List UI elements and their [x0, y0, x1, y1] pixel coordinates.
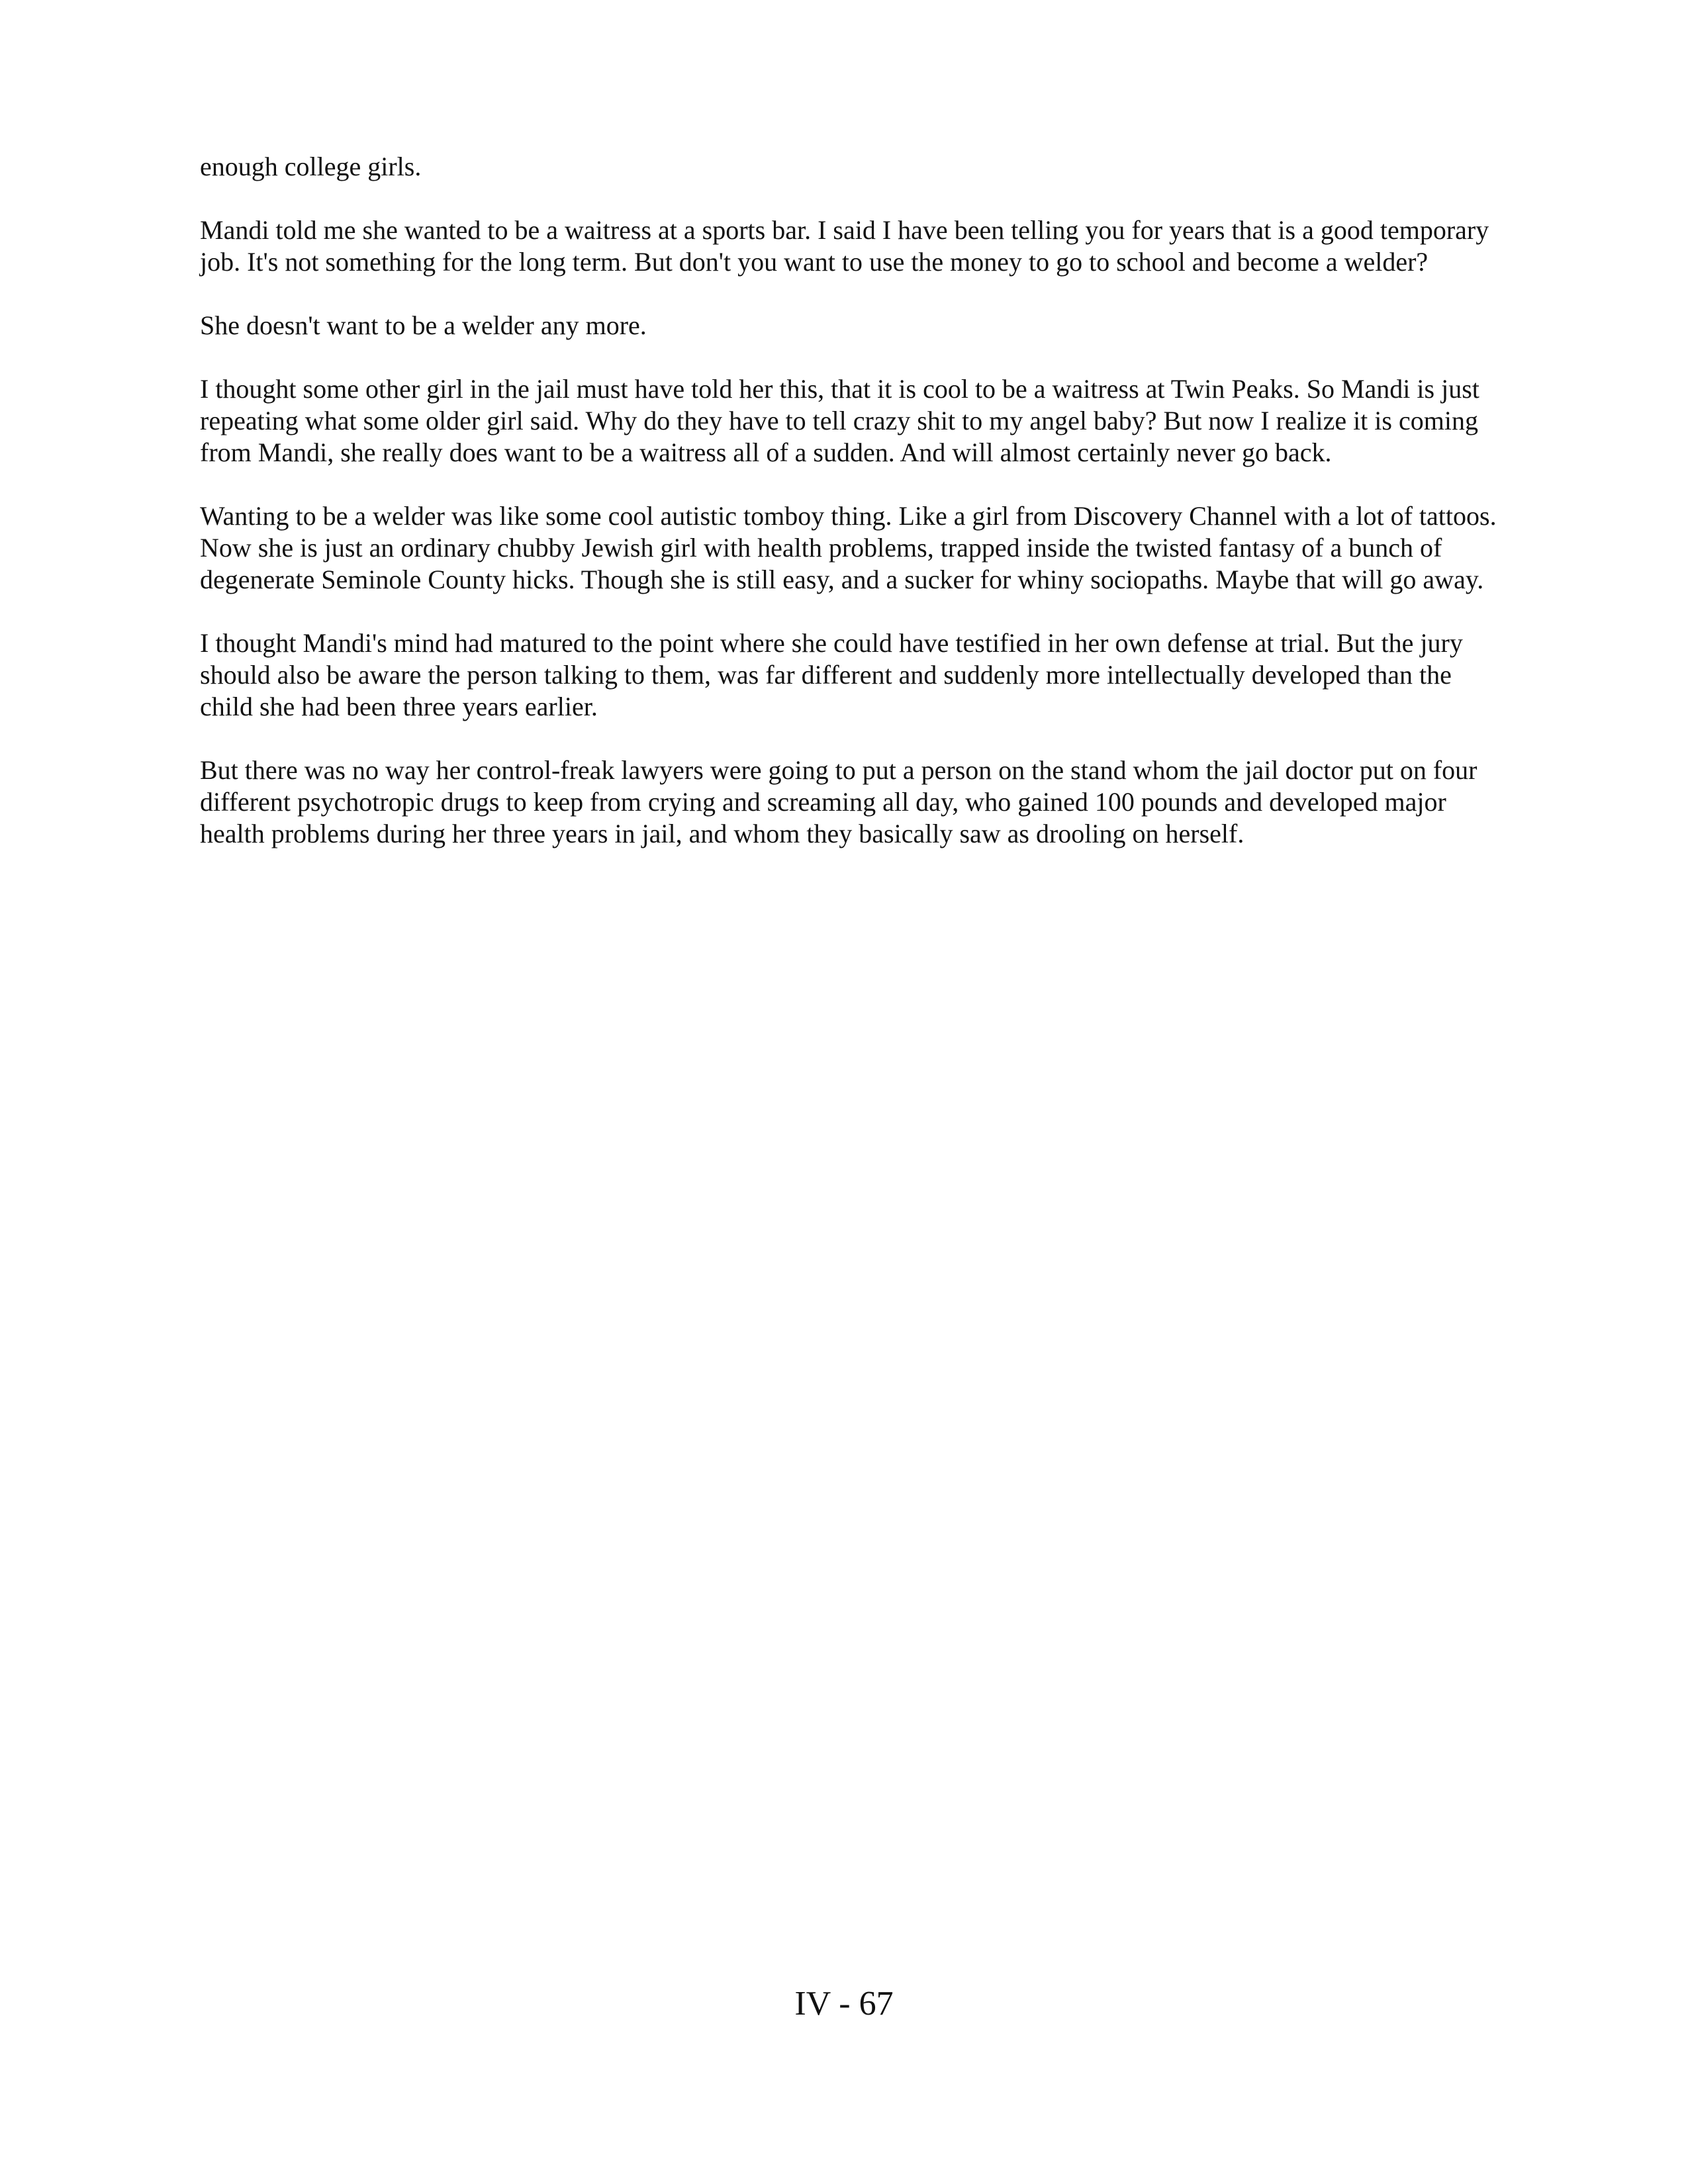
page-number: IV - 67	[794, 1985, 894, 2023]
paragraph: I thought Mandi's mind had matured to the point where she could have testified in her own defense at trial. But the jury should also be aware the person talking to them, was far different and suddenly more intellectually developed than the child she had been three years earlier.	[200, 628, 1463, 721]
paragraph: Mandi told me she wanted to be a waitress at a sports bar. I said I have been telling you for years that is a good temporary job. It's not something for the long term. But don't you want to use the money to go to school and become a welder?	[200, 215, 1489, 277]
paragraph: enough college girls.	[200, 152, 422, 181]
paragraph: I thought some other girl in the jail must have told her this, that it is cool to be a waitress at Twin Peaks. So Mandi is just repeating what some older girl said. Why do they have to tell crazy shit to my angel baby? But now I realize it is coming from Mandi, she really does want to be a waitress all of a sudden. And will almost certainly never go back.	[200, 374, 1479, 467]
paragraph: She doesn't want to be a welder any more.	[200, 310, 647, 340]
paragraph: But there was no way her control-freak lawyers were going to put a person on the stand whom the jail doctor put on four different psychotropic drugs to keep from crying and screaming all day, who gained 100 pounds and developed major health problems during her three years in jail, and whom they basically saw as drooling on herself.	[200, 755, 1477, 848]
document-body	[200, 151, 1497, 882]
paragraph: Wanting to be a welder was like some cool autistic tomboy thing. Like a girl from Discovery Channel with a lot of tattoos. Now she is just an ordinary chubby Jewish girl with health problems, trapped inside the twisted fantasy of a bunch of degenerate Seminole County hicks. Though she is still easy, and a sucker for whiny sociopaths. Maybe that will go away.	[200, 501, 1497, 594]
